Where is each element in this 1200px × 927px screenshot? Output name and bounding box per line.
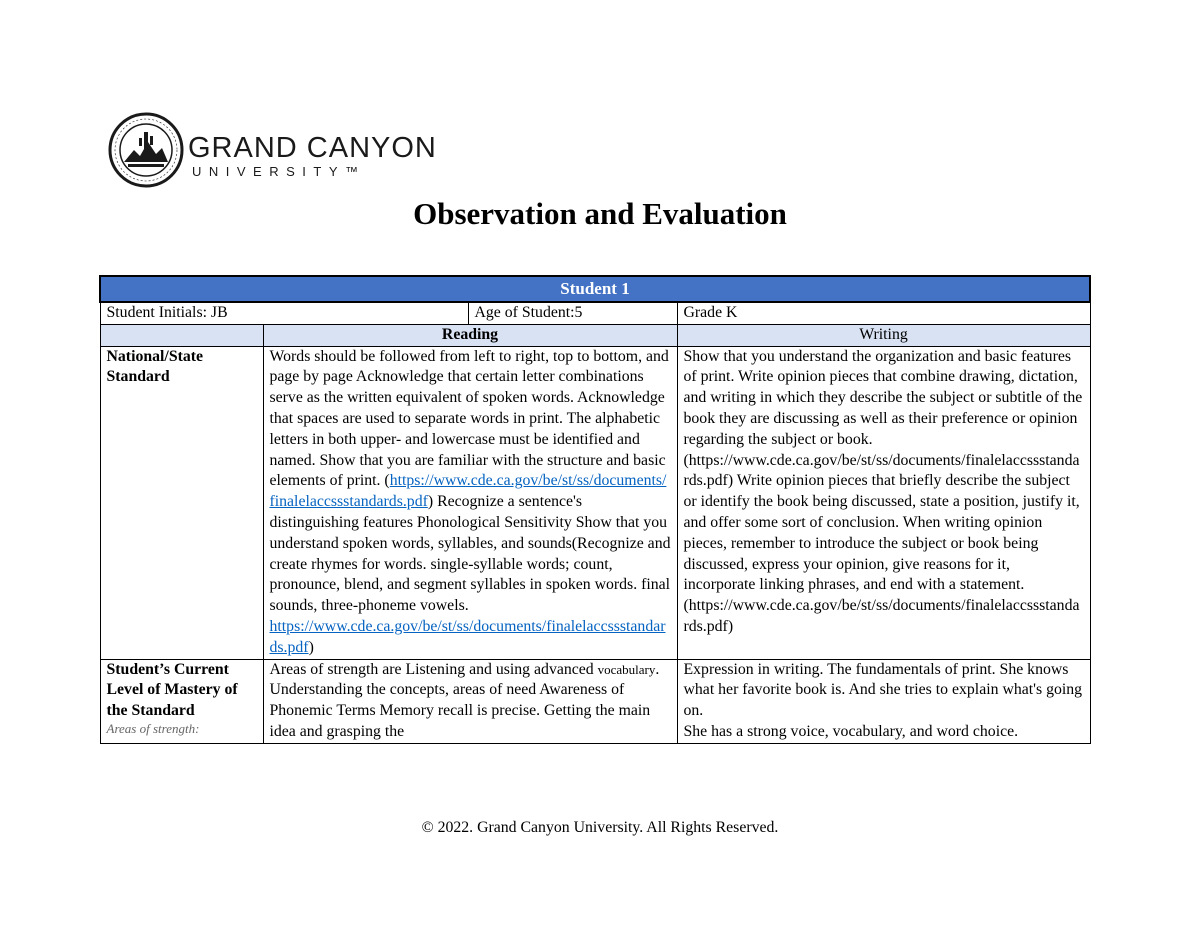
university-seal-icon [108,112,184,188]
writing-standard-cell: Show that you understand the organization and basic features of print. Write opinion pieces that combine drawing, dictation, and writing in which they describe the subject or subtitle of the book they are discussing as well as their preference or opinion regarding the subject or book. (https://www.cde.ca.gov/be/st/ss/documents/finalelaccssstandards.pdf) Write opinion pieces that briefly describe the subject or identify the book being discussed, state a position, justify it, and offer some sort of conclusion. When writing opinion pieces, remember to introduce the subject or book being discussed, express your opinion, give reasons for it, incorporate linking phrases, and end with a statement. (https://www.cde.ca.gov/be/st/ss/documents/finalelaccssstandards.pdf) [677,346,1090,659]
reading-standard-text-2: ) Recognize a sentence's distinguishing features Phonological Sensitivity Show that you understand spoken words, syllables, and sounds(Recognize and create rhymes for words. single-syllable words; count, pronounce, blend, and segment syllables in spoken words. final sounds, three-phoneme vowels. [269,493,671,615]
mastery-sublabel: Areas of strength: [106,720,200,736]
info-row [100,302,1090,324]
reading-mastery-text-a: Areas of strength are Listening and using advanced [269,660,598,678]
mastery-label-cell [100,659,263,743]
reading-standard-text-3: ) [308,638,314,656]
banner-row [100,276,1090,302]
standards-link-1[interactable]: https://www.cde.ca.gov/be/st/ss/documents/finalelaccssstandards.pdf [269,472,667,511]
mastery-row [100,659,1090,743]
copyright-footer: © 2022. Grand Canyon University. All Rights Reserved. [421,819,779,836]
writing-mastery-line2: She has a strong voice, vocabulary, and word choice. [683,722,1019,740]
reading-standard-cell [263,346,677,659]
reading-mastery-cell [263,659,677,743]
reading-standard-text-1: Words should be followed from left to right, top to bottom, and page by page Acknowledge that certain letter combinations serve as the written equivalent of spoken words. Acknowledge that spaces are used to separate words in print. The alphabetic letters in both upper- and lowercase must be identified and named. Show that you are familiar with the structure and basic elements of print. ( [269,347,669,490]
student-banner: Student 1 [100,276,1090,302]
standard-label: National/State Standard [100,346,263,659]
student-age-cell: Age of Student:5 [468,302,677,324]
student-initials-cell: Student Initials: JB [100,302,468,324]
university-logo [108,112,438,188]
standards-link-2[interactable]: https://www.cde.ca.gov/be/st/ss/documents/finalelaccssstandards.pdf [269,617,666,656]
blank-header-cell [100,324,263,346]
reading-mastery-small: vocabulary [597,661,656,677]
standard-row [100,346,1090,659]
subject-header-row [100,324,1090,346]
reading-header: Reading [263,324,677,346]
logo-wordmark-line1: GRAND CANYON [188,132,437,164]
writing-mastery-cell [677,659,1090,743]
writing-header: Writing [677,324,1090,346]
page-title: Observation and Evaluation [413,196,787,231]
observation-table [99,275,1091,744]
logo-wordmark-line2: UNIVERSITY™ [192,164,366,179]
student-grade-cell: Grade K [677,302,1090,324]
mastery-label: Student’s Current Level of Mastery of the Standard [106,660,238,720]
writing-mastery-line1: Expression in writing. The fundamentals of print. She knows what her favorite book is. And she tries to explain what's going on. [683,660,1083,720]
reading-mastery-text-b: . Understanding the concepts, areas of need Awareness of Phonemic Terms Memory recall is precise. Getting the main idea and grasping the [269,660,660,740]
